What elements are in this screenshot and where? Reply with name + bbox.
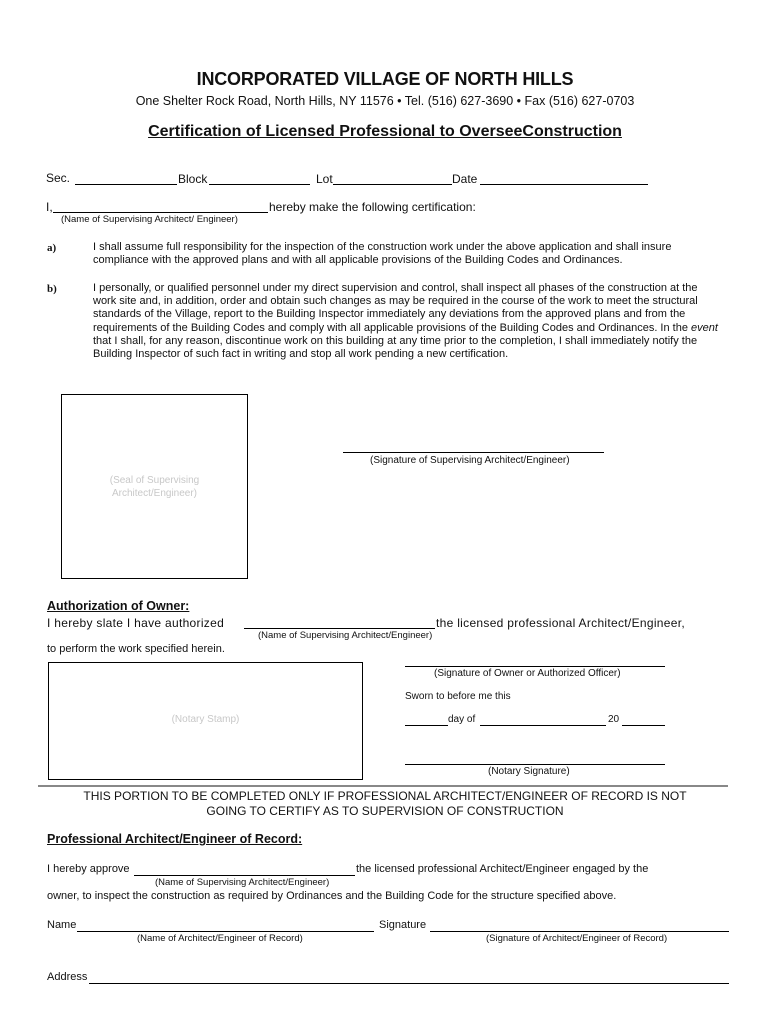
seal-placeholder-line1: (Seal of Supervising xyxy=(109,475,200,486)
record-signature-field[interactable] xyxy=(430,931,729,932)
owner-heading: Authorization of Owner: xyxy=(47,599,190,613)
notary-month-field[interactable] xyxy=(480,725,606,726)
record-name-caption: (Name of Supervising Architect/Engineer) xyxy=(155,877,330,888)
notary-day-field[interactable] xyxy=(405,725,448,726)
section-divider xyxy=(38,785,728,787)
record-name-field[interactable] xyxy=(77,931,374,932)
record-name-label: Name xyxy=(47,919,77,931)
record-name-field-caption: (Name of Architect/Engineer of Record) xyxy=(137,933,303,944)
block-label: Block xyxy=(178,172,208,186)
cert-suffix: hereby make the following certification: xyxy=(269,200,476,214)
supervising-signature-line[interactable] xyxy=(343,452,604,453)
village-address: One Shelter Rock Road, North Hills, NY 11576 • Tel. (516) 627-3690 • Fax (516) 627-0703 xyxy=(135,94,635,108)
supervising-signature-caption: (Signature of Supervising Architect/Engineer) xyxy=(370,455,570,466)
item-b-text xyxy=(93,282,723,361)
owner-name-caption: (Name of Supervising Architect/Engineer) xyxy=(258,630,433,641)
record-address-field[interactable] xyxy=(89,983,729,984)
record-line-suffix: the licensed professional Architect/Engineer engaged by the xyxy=(356,863,649,875)
record-heading: Professional Architect/Engineer of Record: xyxy=(47,832,303,846)
item-b-text-emphasis: event xyxy=(691,321,718,334)
sec-field[interactable] xyxy=(75,184,177,185)
record-signature-label: Signature xyxy=(379,919,427,931)
record-line-prefix: I hereby approve xyxy=(47,863,130,875)
item-b-label: b) xyxy=(47,283,57,295)
item-b-text-part1: I personally, or qualified personnel under my direct supervision and control, shall inspect all phases of the construction at the work site and, in addition, order and obtain such changes as may be required in the course of the work to meet the structural standards of the Village, report to the Building Inspector immediately any deviations from the approved plans and from the requirements of the Building Codes and comply with all applicable provisions of the Building Codes and Ordinances. In the xyxy=(93,282,698,334)
item-b-text-part2: that I shall, for any reason, discontinue work on this building at any time prior to the completion, I shall immediately notify the Building Inspector of such fact in writing and stop all work pending a new certification. xyxy=(93,334,698,361)
cert-prefix: I, xyxy=(46,200,53,214)
sworn-text: Sworn to before me this xyxy=(405,691,511,702)
item-a-label: a) xyxy=(47,242,57,254)
notary-signature-line[interactable] xyxy=(405,764,665,765)
owner-authorized-name-field[interactable] xyxy=(244,628,435,629)
supervising-name-field[interactable] xyxy=(53,212,268,213)
block-field[interactable] xyxy=(209,184,310,185)
notary-signature-caption: (Notary Signature) xyxy=(488,766,570,777)
cert-name-caption: (Name of Supervising Architect/ Engineer) xyxy=(61,214,238,225)
village-title: INCORPORATED VILLAGE OF NORTH HILLS xyxy=(196,69,574,89)
date-field[interactable] xyxy=(480,184,648,185)
seal-placeholder xyxy=(61,474,248,500)
notice-line1: THIS PORTION TO BE COMPLETED ONLY IF PROFESSIONAL ARCHITECT/ENGINEER OF RECORD IS NOT xyxy=(83,789,687,803)
notary-year-field[interactable] xyxy=(622,725,665,726)
date-label: Date xyxy=(452,172,478,186)
item-a-text: I shall assume full responsibility for the inspection of the construction work under the above application and shall insure compliance with the approved plans and with all applicable provisions of the Building Codes and Ordinances. xyxy=(93,241,672,267)
owner-signature-caption: (Signature of Owner or Authorized Officer) xyxy=(434,668,621,679)
form-title: Certification of Licensed Professional to OverseeConstruction xyxy=(148,123,622,140)
notice-line2: GOING TO CERTIFY AS TO SUPERVISION OF CONSTRUCTION xyxy=(206,804,564,818)
notary-year-prefix: 20 xyxy=(608,714,620,725)
record-line2: owner, to inspect the construction as required by Ordinances and the Building Code for the structure specified above. xyxy=(47,890,617,902)
record-signature-field-caption: (Signature of Architect/Engineer of Record) xyxy=(486,933,668,944)
notary-day-of-text: day of xyxy=(448,714,476,725)
record-approved-name-field[interactable] xyxy=(134,875,355,876)
owner-line-prefix: I hereby slate I have authorized xyxy=(47,616,225,630)
lot-field[interactable] xyxy=(333,184,452,185)
owner-line2: to perform the work specified herein. xyxy=(47,643,225,655)
seal-placeholder-line2: Architect/Engineer) xyxy=(111,488,198,499)
sec-label: Sec. xyxy=(46,171,71,185)
owner-signature-line[interactable] xyxy=(405,666,665,667)
notary-stamp-placeholder: (Notary Stamp) xyxy=(171,714,240,725)
lot-label: Lot xyxy=(316,172,333,186)
record-address-label: Address xyxy=(47,971,88,983)
owner-line-suffix: the licensed professional Architect/Engineer, xyxy=(436,616,685,630)
